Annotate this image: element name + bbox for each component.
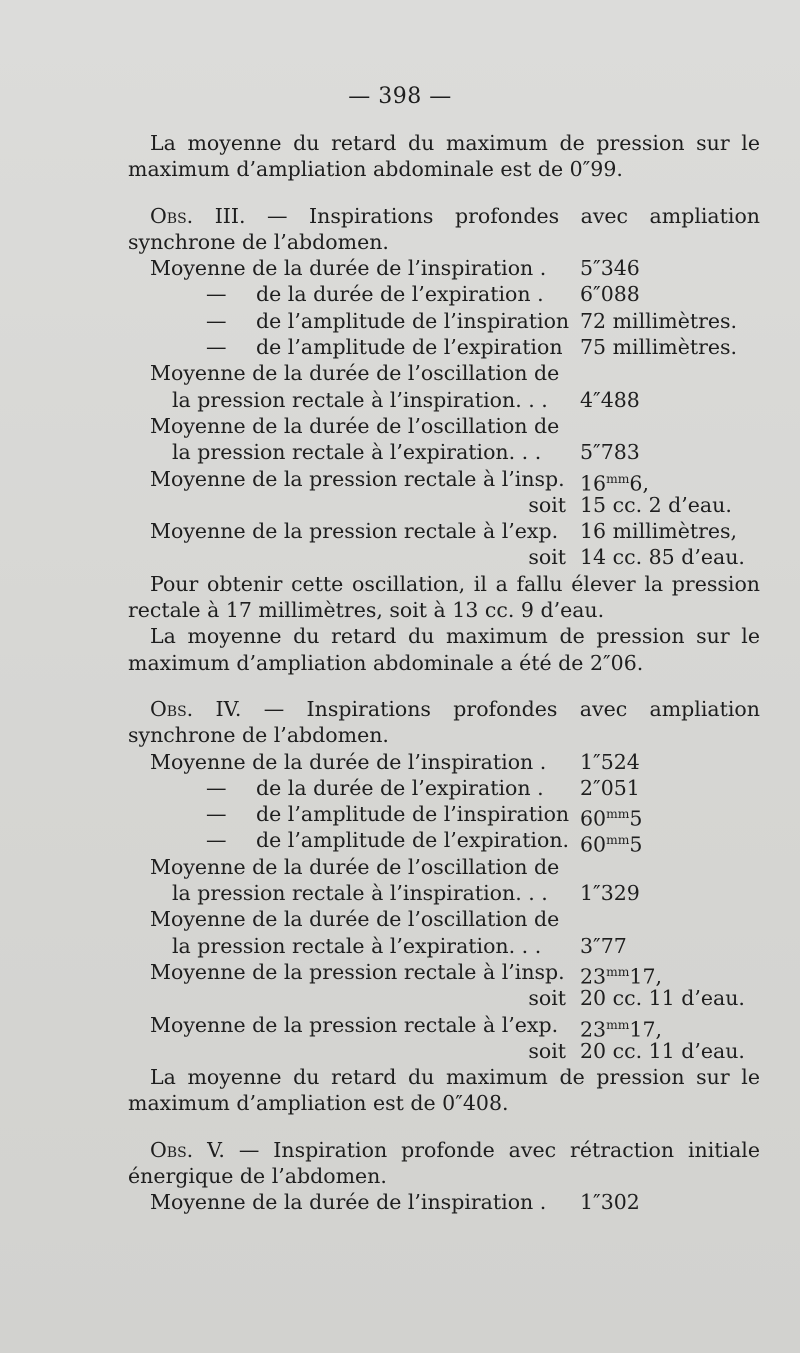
obs-iv-row <box>128 775 760 801</box>
observation-v <box>128 1137 760 1216</box>
obs-iv-press-exp <box>128 1012 760 1041</box>
measure-value: 14 cc. 85 d’eau. <box>580 545 745 570</box>
measure-value: $60^{mm}5$ <box>580 832 643 857</box>
measure-label: Moyenne de la pression rectale à l’insp. <box>150 466 565 491</box>
soit-label: soit <box>528 545 566 570</box>
obs-iii-title: — Inspirations profondes avec ampliation synchrone de l’abdomen. <box>128 203 760 254</box>
obs-iii-conclusion: La moyenne du retard du maximum de pression sur le maximum d’ampliation abdominale a été de 2″06. <box>128 624 760 675</box>
measure-label: Moyenne de la durée de l’inspiration . <box>150 749 547 774</box>
obs-iv-osc-insp-line2 <box>128 880 760 906</box>
obs-iii-press-insp <box>128 466 760 495</box>
obs-iv-row <box>128 801 760 831</box>
obs-iii-osc-exp-line1 <box>128 413 760 439</box>
measure-value: 20 cc. 11 d’eau. <box>580 1038 745 1063</box>
measure-label: de l’amplitude de l’expiration <box>256 335 563 360</box>
obs-iii-row <box>128 255 760 281</box>
measure-value: $16^{mm}6$, <box>580 470 649 495</box>
measure-value: $23^{mm}17$, <box>580 964 663 989</box>
measure-value: 15 cc. 2 d’eau. <box>580 492 732 517</box>
measure-label: Moyenne de la durée de l’oscillation de <box>150 361 560 386</box>
obs-v-row <box>128 1189 760 1215</box>
measure-label: la pression rectale à l’inspiration. . . <box>172 881 548 906</box>
measure-label: Moyenne de la pression rectale à l’exp. <box>150 1012 559 1037</box>
measure-label: Moyenne de la durée de l’oscillation de <box>150 413 560 438</box>
obs-iii-osc-insp-line1 <box>128 360 760 386</box>
ditto-dash: — <box>206 828 227 853</box>
ditto-dash: — <box>206 335 227 360</box>
ditto-dash: — <box>206 308 227 333</box>
measure-value: 1″524 <box>580 749 640 774</box>
measure-label: de la durée de l’expiration . <box>256 282 544 307</box>
obs-iv-press-insp-soit <box>128 985 760 1011</box>
obs-iii-row <box>128 334 760 360</box>
measure-value: 5″346 <box>580 256 640 281</box>
measure-value: 4″488 <box>580 387 640 412</box>
measure-value: 6″088 <box>580 282 640 307</box>
measure-value: 1″329 <box>580 881 640 906</box>
measure-label: de l’amplitude de l’expiration. <box>256 828 570 853</box>
obs-iii-row <box>128 308 760 334</box>
obs-iv-conclusion: La moyenne du retard du maximum de pression sur le maximum d’ampliation est de 0″408. <box>128 1065 760 1116</box>
observation-iii <box>128 203 760 676</box>
obs-iv-row <box>128 749 760 775</box>
intro-paragraph: La moyenne du retard du maximum de pression sur le maximum d’ampliation abdominale est de 0″99. <box>128 131 760 182</box>
measure-value: 2″051 <box>580 775 640 800</box>
measure-value: 16 millimètres, <box>580 519 738 544</box>
measure-value: 75 millimètres. <box>580 335 738 360</box>
obs-iv-row <box>128 827 760 857</box>
measure-label: Moyenne de la pression rectale à l’insp. <box>150 959 565 984</box>
measure-label: la pression rectale à l’expiration. . . <box>172 933 542 958</box>
obs-iv-heading <box>128 696 760 749</box>
measure-value: $60^{mm}5$ <box>580 806 643 831</box>
obs-iv-press-insp <box>128 959 760 989</box>
measure-label: de la durée de l’expiration . <box>256 775 544 800</box>
measure-label: la pression rectale à l’inspiration. . . <box>172 387 548 412</box>
soit-label: soit <box>528 492 566 517</box>
measure-value: 72 millimètres. <box>580 308 738 333</box>
measure-value: 1″302 <box>580 1190 640 1215</box>
measure-label: de l’amplitude de l’inspiration <box>256 802 570 827</box>
measure-label: Moyenne de la durée de l’oscillation de <box>150 854 560 879</box>
obs-iii-osc-insp-line2 <box>128 387 760 413</box>
ditto-dash: — <box>206 282 227 307</box>
measure-label: Moyenne de la pression rectale à l’exp. <box>150 519 559 544</box>
obs-iv-osc-insp-line1 <box>128 854 760 880</box>
obs-iv-press-exp-soit <box>128 1038 760 1064</box>
measure-value: $23^{mm}17$, <box>580 1016 663 1041</box>
obs-v-label: Obs. V. <box>150 1137 225 1162</box>
measure-label: la pression rectale à l’expiration. . . <box>172 440 542 465</box>
obs-iii-heading <box>128 203 760 256</box>
measure-label: Moyenne de la durée de l’inspiration . <box>150 1190 547 1215</box>
obs-v-heading <box>128 1137 760 1190</box>
obs-iv-osc-exp-line2 <box>128 933 760 959</box>
soit-label: soit <box>528 1038 566 1063</box>
page-text <box>128 130 760 1216</box>
obs-iv-osc-exp-line1 <box>128 906 760 932</box>
page-number: — 398 — <box>348 84 452 109</box>
soit-label: soit <box>528 986 566 1011</box>
obs-iii-row <box>128 281 760 307</box>
measure-value: 5″783 <box>580 440 640 465</box>
obs-iv-title: — Inspirations profondes avec ampliation synchrone de l’abdomen. <box>128 696 760 748</box>
measure-label: Moyenne de la durée de l’oscillation de <box>150 907 560 932</box>
obs-iii-press-exp <box>128 518 760 544</box>
obs-iv-label: Obs. IV. <box>150 696 242 721</box>
obs-iii-label: Obs. III. <box>150 203 246 228</box>
ditto-dash: — <box>206 802 227 827</box>
obs-iii-paragraph: Pour obtenir cette oscillation, il a fallu élever la pression rectale à 17 millimètres, soit à 13 cc. 9 d’eau. <box>128 571 760 623</box>
obs-iii-osc-exp-line2 <box>128 439 760 465</box>
obs-v-title: — Inspiration profonde avec rétraction initiale énergique de l’abdomen. <box>128 1137 760 1188</box>
measure-label: de l’amplitude de l’inspiration <box>256 308 570 333</box>
measure-value: 3″77 <box>580 933 627 958</box>
obs-iii-press-insp-soit <box>128 492 760 518</box>
measure-label: Moyenne de la durée de l’inspiration . <box>150 256 547 281</box>
observation-iv <box>128 696 760 1117</box>
ditto-dash: — <box>206 775 227 800</box>
measure-value: 20 cc. 11 d’eau. <box>580 986 745 1011</box>
obs-iii-press-exp-soit <box>128 544 760 570</box>
